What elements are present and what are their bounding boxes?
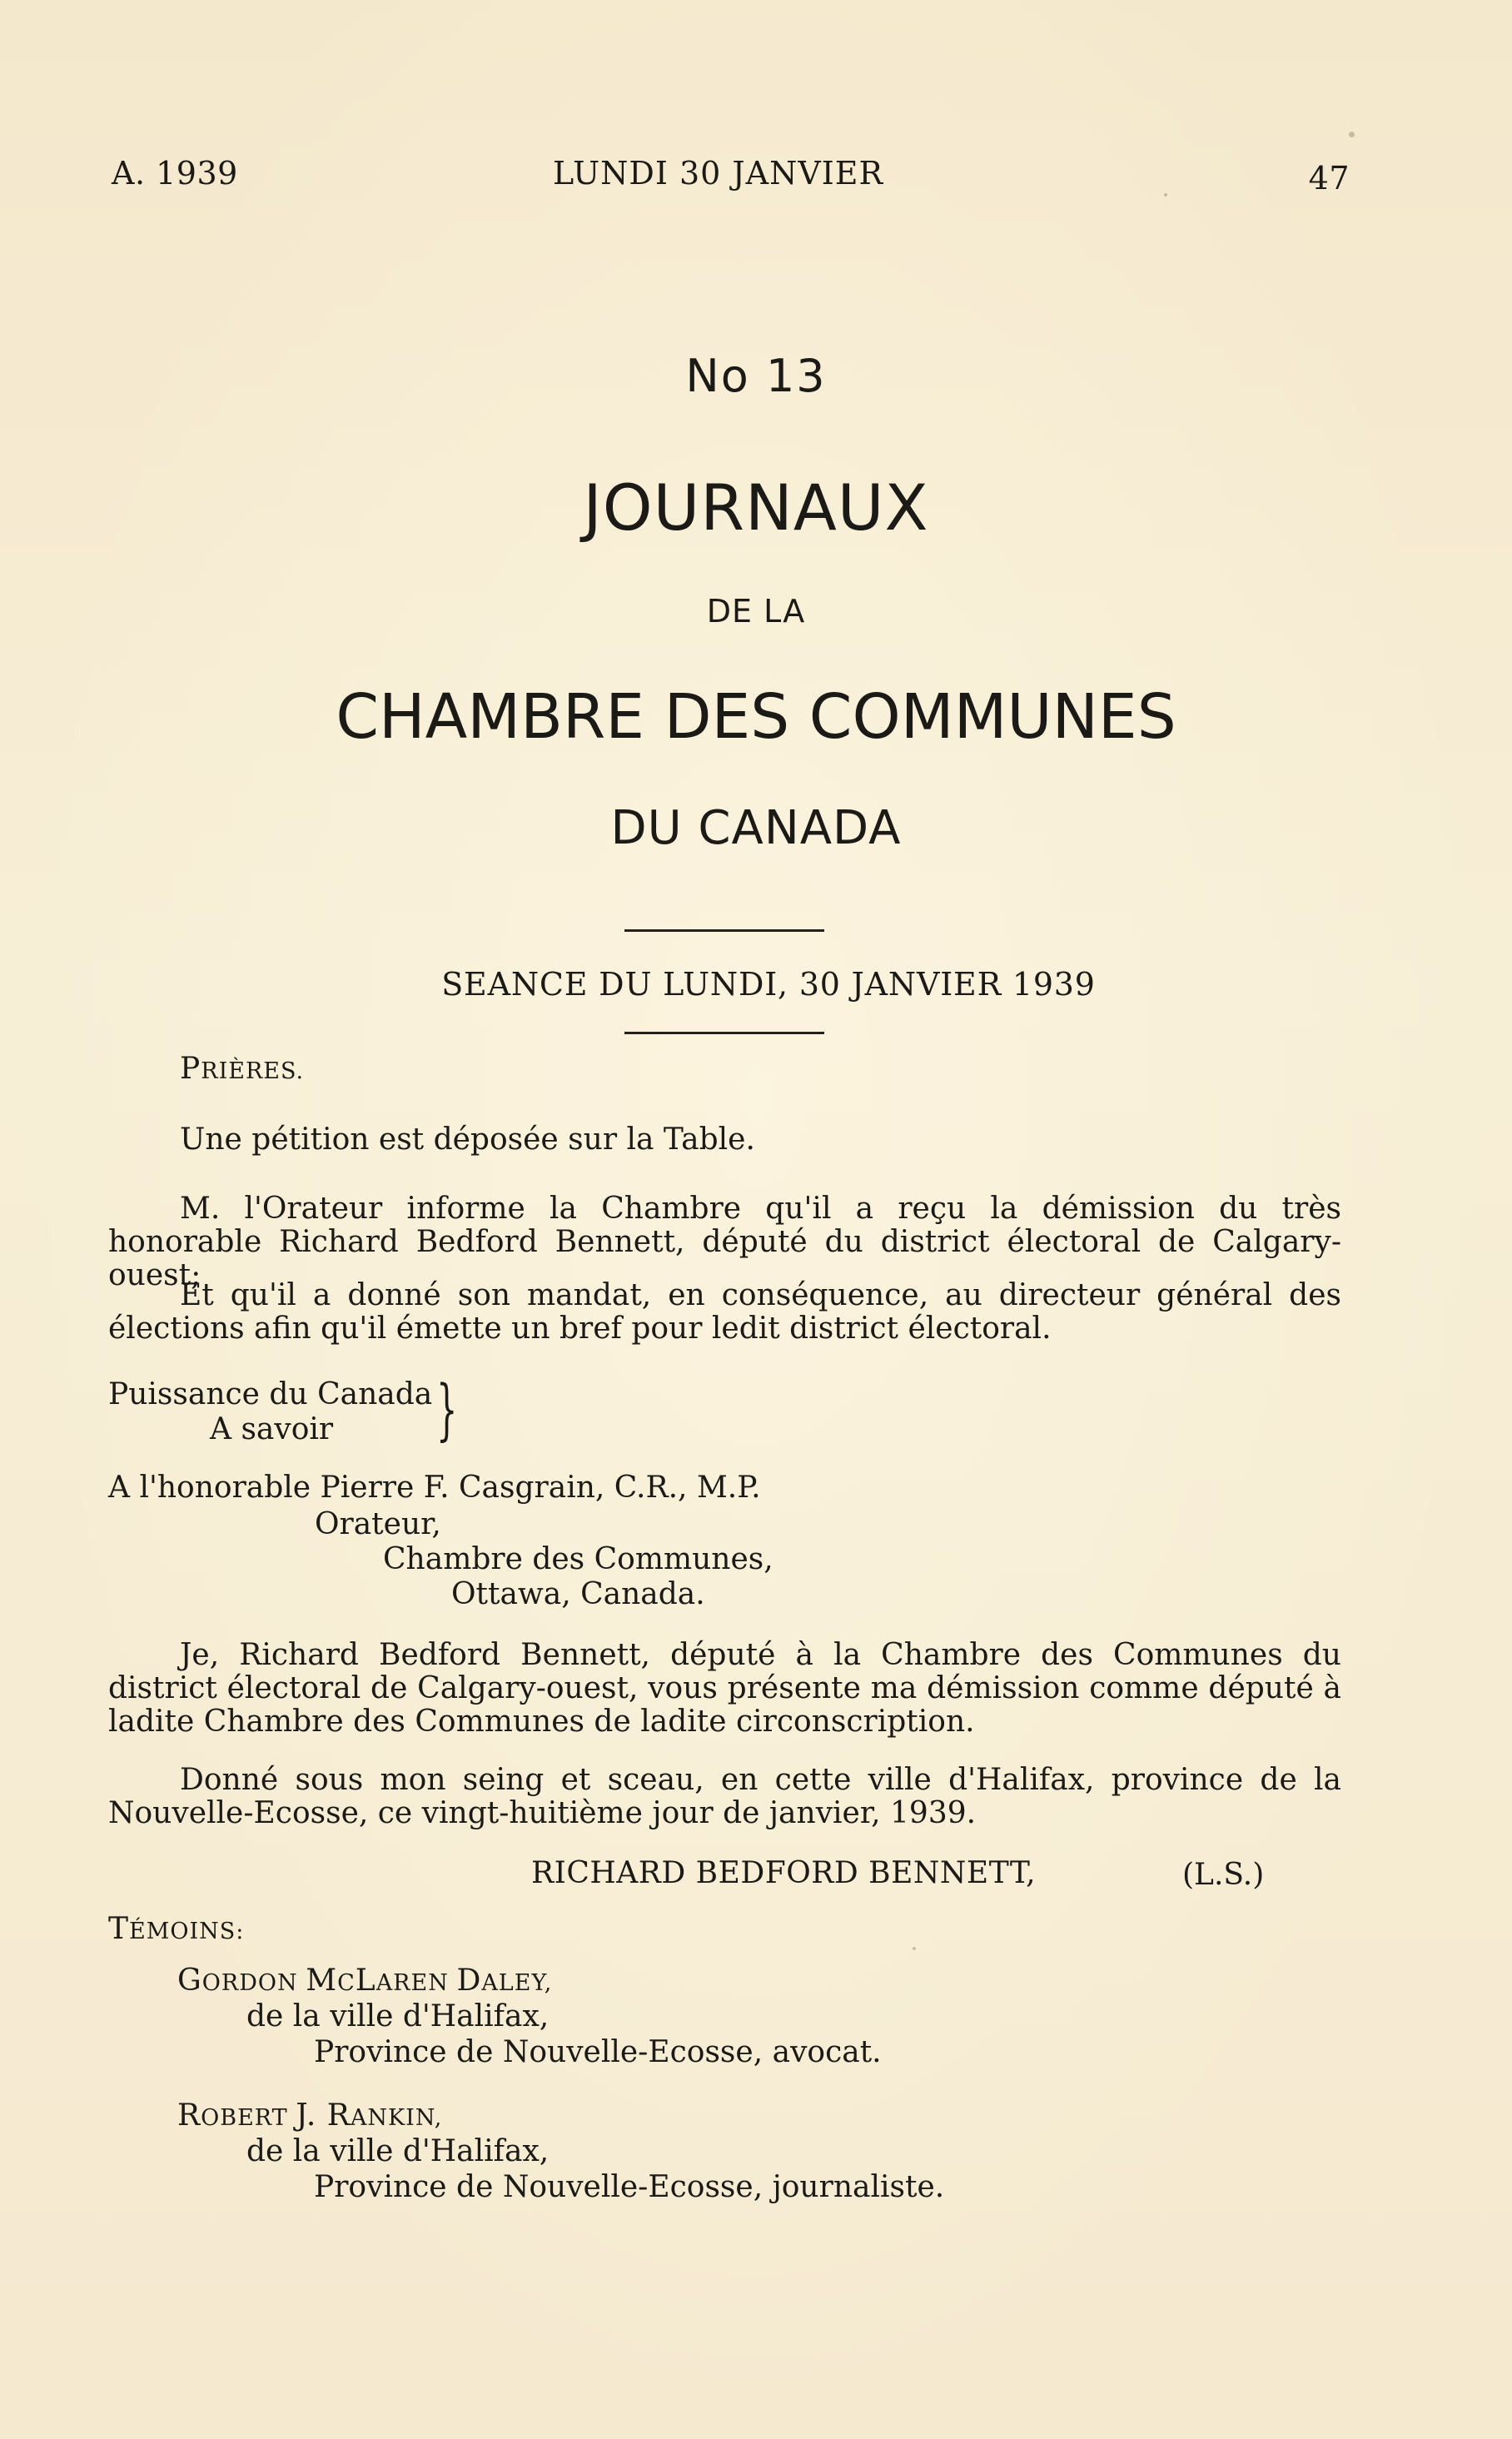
- title-du-canada: DU CANADA: [610, 801, 902, 855]
- address-line3: Chambre des Communes,: [383, 1542, 773, 1576]
- petition-line: Une pétition est déposée sur la Table.: [180, 1122, 755, 1157]
- witness1-province: Province de Nouvelle-Ecosse, avocat.: [314, 2035, 882, 2069]
- title-de-la: DE LA: [706, 593, 806, 630]
- jurisdiction-line2: A savoir: [210, 1412, 334, 1446]
- orateur-paragraph: M. l'Orateur informe la Chambre qu'il a reçu la démission du très honorable Richard Bedford Bennett, député du district électoral de Calgary-ouest;: [108, 1192, 1341, 1292]
- issue-number: No 13: [685, 350, 827, 402]
- address-line1: A l'honorable Pierre F. Casgrain, C.R., M.P.: [108, 1471, 761, 1505]
- title-chambre: CHAMBRE DES COMMUNES: [336, 681, 1176, 753]
- divider-bottom: [624, 1032, 824, 1034]
- title-journaux: JOURNAUX: [583, 470, 929, 545]
- seance-heading: SEANCE DU LUNDI, 30 JANVIER 1939: [441, 966, 1096, 1003]
- page-number: 47: [1308, 160, 1350, 197]
- running-header-year: A. 1939: [112, 155, 238, 192]
- mandat-paragraph: Et qu'il a donné son mandat, en conséquence, au directeur général des élections afin qu'il émette un bref pour ledit district électoral.: [108, 1278, 1341, 1346]
- paper-speck: [913, 1947, 916, 1950]
- signature-seal: (L.S.): [1182, 1858, 1265, 1892]
- prieres-heading: PRIÈRES.: [180, 1052, 305, 1086]
- witness1-town: de la ville d'Halifax,: [246, 1999, 550, 2033]
- witness2-province: Province de Nouvelle-Ecosse, journaliste.: [314, 2170, 945, 2204]
- resignation-paragraph: Je, Richard Bedford Bennett, député à la Chambre des Communes du district électoral de Calgary-ouest, vous présente ma démission comme député à ladite Chambre des Communes de ladite circonscription.: [108, 1638, 1341, 1739]
- signature-name: RICHARD BEDFORD BENNETT,: [531, 1856, 1037, 1890]
- paper-speck: [1349, 132, 1355, 137]
- divider-top: [624, 929, 824, 932]
- given-paragraph: Donné sous mon seing et sceau, en cette ville d'Halifax, province de la Nouvelle-Ecosse, ce vingt-huitième jour de janvier, 1939.: [108, 1763, 1341, 1830]
- jurisdiction-line1: Puissance du Canada: [108, 1377, 433, 1411]
- jurisdiction-brace: }: [436, 1372, 458, 1449]
- witness1-name: GORDON MCLAREN DALEY,: [177, 1964, 553, 1998]
- witnesses-heading: TÉMOINS:: [108, 1912, 245, 1946]
- witness2-town: de la ville d'Halifax,: [246, 2134, 550, 2168]
- address-line2: Orateur,: [315, 1507, 441, 1541]
- witness2-name: ROBERT J. RANKIN,: [177, 2098, 443, 2133]
- running-header-title: LUNDI 30 JANVIER: [553, 155, 884, 192]
- paper-speck: [1164, 193, 1167, 197]
- address-line4: Ottawa, Canada.: [451, 1577, 705, 1611]
